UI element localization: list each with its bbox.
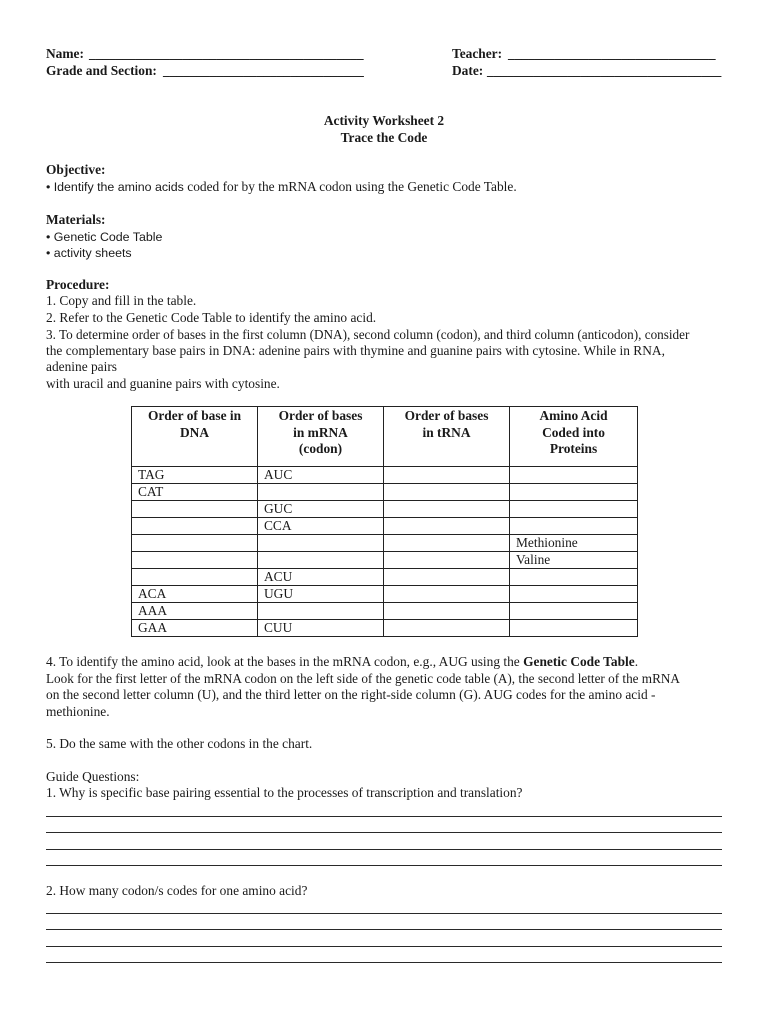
amino-acid-cell[interactable] — [510, 484, 638, 501]
materials-item — [46, 229, 162, 246]
table-row — [132, 620, 638, 637]
worksheet-title: Activity Worksheet 2 — [323, 113, 445, 128]
amino-acid-cell[interactable] — [510, 518, 638, 535]
objective-heading: Objective: — [46, 162, 106, 177]
worksheet-subtitle: Trace the Code — [340, 130, 428, 145]
table-row — [132, 586, 638, 603]
procedure-step-4-line: Look for the first letter of the mRNA codon on the left side of the genetic code table (A), the second letter of the mRNA — [46, 671, 680, 686]
mrna-cell[interactable] — [258, 603, 384, 620]
trna-cell[interactable] — [384, 620, 510, 637]
guide-question-2: 2. How many codon/s codes for one amino acid? — [46, 883, 308, 898]
procedure-step-4-line: on the second letter column (U), and the third letter on the right-side column (G). AUG codes for the amino acid - — [46, 687, 656, 702]
dna-cell[interactable]: AAA — [132, 603, 258, 620]
trna-cell[interactable] — [384, 467, 510, 484]
answer-line[interactable] — [46, 962, 722, 963]
objective-item-part2: coded for by the mRNA codon using the Genetic Code Table. — [187, 179, 517, 194]
dna-cell[interactable] — [132, 518, 258, 535]
procedure-step-3-line: the complementary base pairs in DNA: adenine pairs with thymine and guanine pairs with cytosine. While in RNA, — [46, 343, 665, 358]
procedure-step-4-line: methionine. — [46, 704, 110, 719]
date-label: Date: — [452, 63, 484, 78]
codon-table — [131, 406, 638, 637]
materials-heading: Materials: — [46, 212, 106, 227]
trna-cell[interactable] — [384, 484, 510, 501]
answer-line[interactable] — [46, 929, 722, 930]
procedure-step-4-line: 4. To identify the amino acid, look at the bases in the mRNA codon, e.g., AUG using the Genetic Code Table. — [46, 654, 639, 669]
mrna-cell[interactable]: UGU — [258, 586, 384, 603]
genetic-code-table-ref: Genetic Code Table — [523, 654, 635, 669]
answer-line[interactable] — [46, 832, 722, 833]
objective-item — [46, 179, 517, 196]
materials-item-label: Genetic Code Table — [53, 230, 163, 244]
procedure-step-2: 2. Refer to the Genetic Code Table to identify the amino acid. — [46, 310, 377, 325]
table-row — [132, 552, 638, 569]
table-row — [132, 603, 638, 620]
bullet-icon: • — [46, 180, 51, 194]
answer-line[interactable] — [46, 913, 722, 914]
table-header-row — [132, 407, 638, 467]
amino-acid-cell[interactable] — [510, 467, 638, 484]
amino-acid-cell[interactable] — [510, 603, 638, 620]
trna-cell[interactable] — [384, 535, 510, 552]
amino-acid-cell[interactable] — [510, 586, 638, 603]
teacher-field[interactable]: _______________________________ — [508, 46, 716, 61]
trna-cell[interactable] — [384, 586, 510, 603]
table-row — [132, 518, 638, 535]
procedure-step-5: 5. Do the same with the other codons in the chart. — [46, 736, 313, 751]
dna-cell[interactable] — [132, 535, 258, 552]
table-row — [132, 467, 638, 484]
header-dna: Order of base in DNA — [132, 407, 258, 467]
trna-cell[interactable] — [384, 501, 510, 518]
dna-cell[interactable]: ACA — [132, 586, 258, 603]
header-trna: Order of bases in tRNA — [384, 407, 510, 467]
mrna-cell[interactable]: CCA — [258, 518, 384, 535]
trna-cell[interactable] — [384, 569, 510, 586]
header-mrna: Order of bases in mRNA (codon) — [258, 407, 384, 467]
table-row — [132, 501, 638, 518]
trna-cell[interactable] — [384, 552, 510, 569]
mrna-cell[interactable]: AUC — [258, 467, 384, 484]
answer-line[interactable] — [46, 816, 722, 817]
date-field[interactable]: ___________________________________ — [487, 63, 722, 78]
table-row — [132, 484, 638, 501]
materials-item — [46, 245, 132, 262]
answer-line[interactable] — [46, 865, 722, 866]
name-label: Name: — [46, 46, 84, 61]
grade-section-label: Grade and Section: — [46, 63, 157, 78]
materials-item-label: activity sheets — [53, 246, 132, 260]
dna-cell[interactable] — [132, 569, 258, 586]
dna-cell[interactable]: GAA — [132, 620, 258, 637]
table-row — [132, 569, 638, 586]
mrna-cell[interactable] — [258, 552, 384, 569]
teacher-label: Teacher: — [452, 46, 503, 61]
guide-questions-heading: Guide Questions: — [46, 769, 140, 784]
trna-cell[interactable] — [384, 518, 510, 535]
bullet-icon: • — [46, 230, 51, 244]
table-row — [132, 535, 638, 552]
guide-question-1: 1. Why is specific base pairing essential to the processes of transcription and translation? — [46, 785, 523, 800]
mrna-cell[interactable]: CUU — [258, 620, 384, 637]
amino-acid-cell[interactable] — [510, 501, 638, 518]
mrna-cell[interactable]: ACU — [258, 569, 384, 586]
procedure-step-3-line: with uracil and guanine pairs with cytosine. — [46, 376, 280, 391]
amino-acid-cell[interactable]: Valine — [510, 552, 638, 569]
procedure-step-3-line: adenine pairs — [46, 359, 118, 374]
dna-cell[interactable]: TAG — [132, 467, 258, 484]
answer-line[interactable] — [46, 946, 722, 947]
procedure-step-1: 1. Copy and fill in the table. — [46, 293, 197, 308]
trna-cell[interactable] — [384, 603, 510, 620]
amino-acid-cell[interactable] — [510, 620, 638, 637]
amino-acid-cell[interactable]: Methionine — [510, 535, 638, 552]
header-amino-acid: Amino Acid Coded into Proteins — [510, 407, 638, 467]
mrna-cell[interactable]: GUC — [258, 501, 384, 518]
grade-section-field[interactable]: ______________________________ — [163, 63, 364, 78]
mrna-cell[interactable] — [258, 535, 384, 552]
objective-item-part1: Identify the amino acids — [53, 180, 184, 194]
dna-cell[interactable] — [132, 501, 258, 518]
mrna-cell[interactable] — [258, 484, 384, 501]
dna-cell[interactable]: CAT — [132, 484, 258, 501]
bullet-icon: • — [46, 246, 51, 260]
answer-line[interactable] — [46, 849, 722, 850]
dna-cell[interactable] — [132, 552, 258, 569]
procedure-heading: Procedure: — [46, 277, 110, 292]
procedure-step-3-line: 3. To determine order of bases in the first column (DNA), second column (codon), and third column (anticodon), consider — [46, 327, 690, 342]
name-field[interactable]: _________________________________________ — [89, 46, 364, 61]
amino-acid-cell[interactable] — [510, 569, 638, 586]
